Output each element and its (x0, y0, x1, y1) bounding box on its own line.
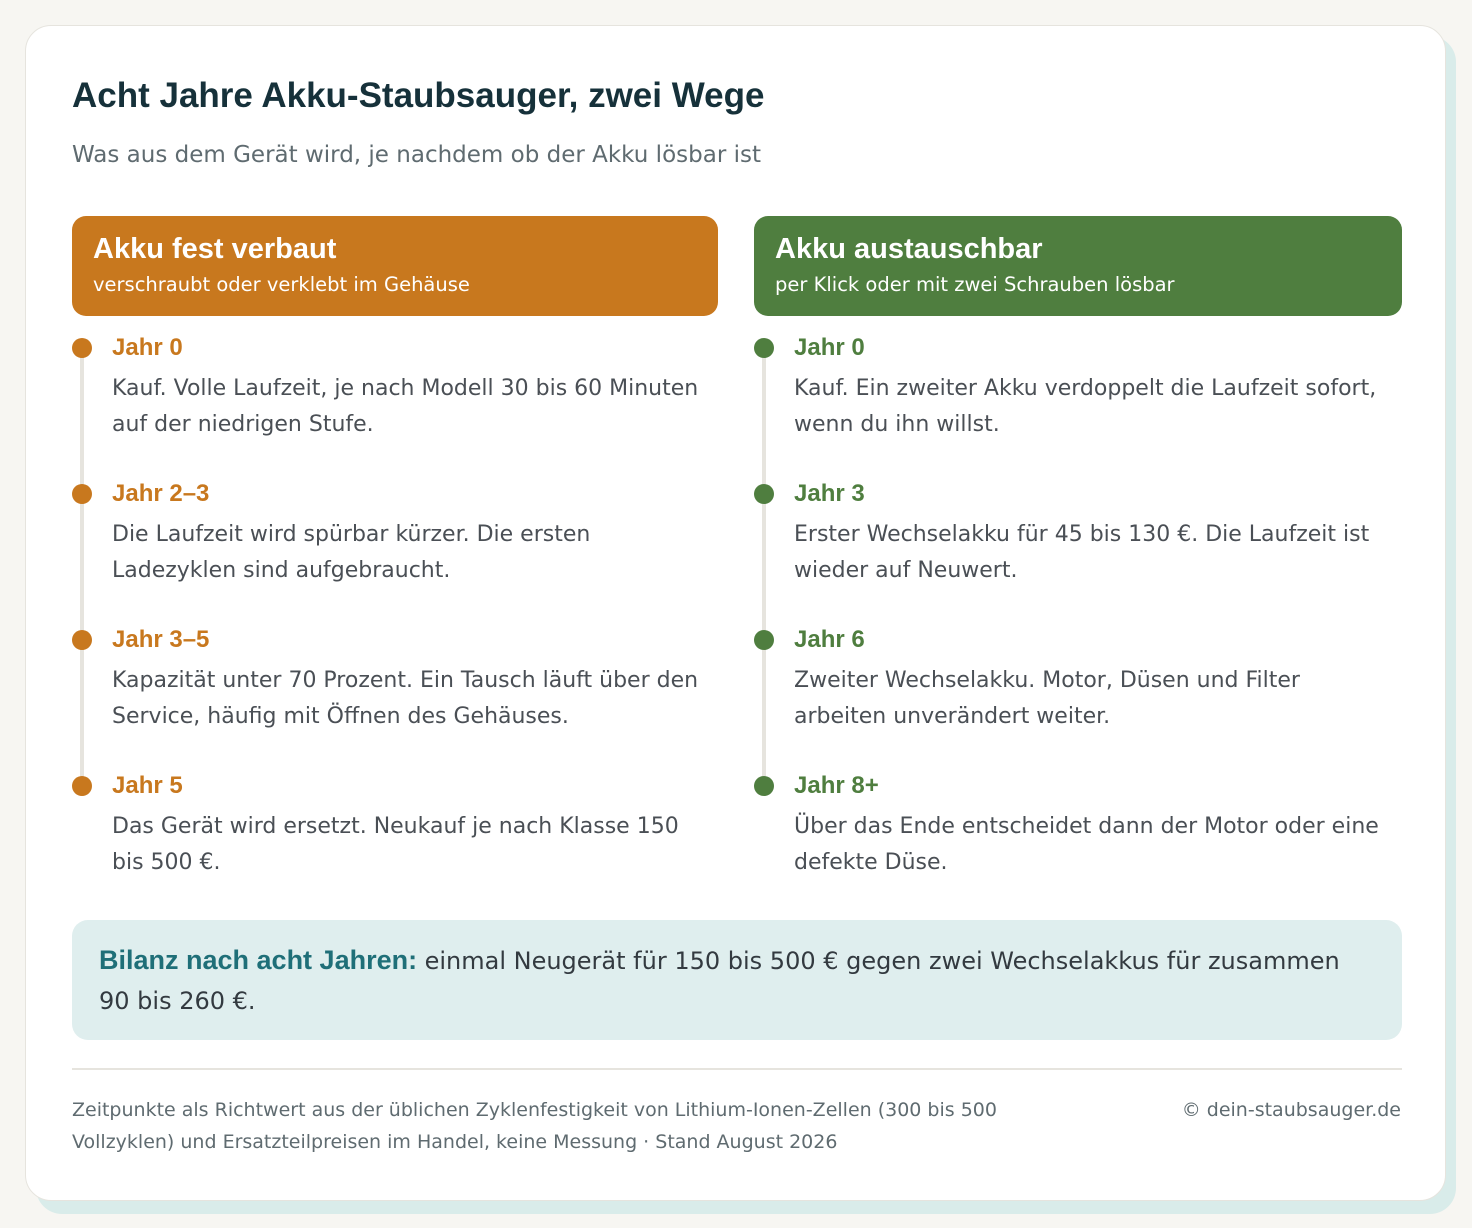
timeline-item (754, 774, 1402, 920)
column-title: Akku austauschbar (775, 233, 1043, 265)
timeline-text: Das Gerät wird ersetzt. Neukauf je nach Klasse 150 bis 500 €. (112, 814, 679, 875)
timeline-year: Jahr 3–5 (112, 626, 210, 653)
timeline-text: Erster Wechselakku für 45 bis 130 €. Die Laufzeit ist wieder auf Neuwert. (794, 522, 1370, 583)
footnote: Zeitpunkte als Richtwert aus der üblichen Zyklenfestigkeit von Lithium-Ionen-Zellen (300 bis 500 Vollzyklen) und Ersatzteilpreisen im Handel, keine Messung · Stand August 2026 (72, 1099, 997, 1153)
timeline-year: Jahr 8+ (794, 772, 879, 799)
timeline-dot (754, 338, 774, 358)
timeline-swappable (754, 336, 1402, 920)
summary-label: Bilanz nach acht Jahren: (99, 945, 425, 975)
page-subtitle: Was aus dem Gerät wird, je nachdem ob der Akku lösbar ist (72, 142, 761, 168)
timeline-dot (754, 776, 774, 796)
credit: © dein-staubsauger.de (1181, 1099, 1401, 1121)
column-header-swappable (754, 216, 1402, 316)
summary-text: einmal Neugerät für 150 bis 500 € gegen zwei Wechselakkus für zusammen 90 bis 260 €. (99, 947, 1340, 1015)
timeline-item (754, 628, 1402, 774)
column-subtitle: verschraubt oder verklebt im Gehäuse (93, 273, 470, 296)
timeline-fixed (72, 336, 718, 920)
column-title: Akku fest verbaut (93, 233, 337, 265)
timeline-text: Über das Ende entscheidet dann der Motor oder eine defekte Düse. (794, 814, 1379, 875)
summary-box (72, 920, 1402, 1040)
timeline-dot (72, 338, 92, 358)
timeline-year: Jahr 0 (112, 334, 183, 361)
column-swappable-battery (754, 216, 1402, 920)
timeline-year: Jahr 5 (112, 772, 183, 799)
timeline-item (72, 774, 718, 920)
timeline-text: Kapazität unter 70 Prozent. Ein Tausch läuft über den Service, häufig mit Öffnen des Gehäuses. (112, 668, 699, 729)
divider (72, 1068, 1402, 1070)
timeline-dot (72, 484, 92, 504)
page-title: Acht Jahre Akku-Staubsauger, zwei Wege (72, 76, 765, 115)
column-fixed-battery (72, 216, 718, 920)
timeline-dot (754, 630, 774, 650)
timeline-year: Jahr 0 (794, 334, 865, 361)
timeline-year: Jahr 6 (794, 626, 865, 653)
infographic-card (25, 25, 1446, 1201)
timeline-text: Die Laufzeit wird spürbar kürzer. Die ersten Ladezyklen sind aufgebraucht. (112, 522, 591, 583)
timeline-year: Jahr 2–3 (112, 480, 210, 507)
timeline-item (72, 336, 718, 482)
timeline-text: Kauf. Volle Laufzeit, je nach Modell 30 bis 60 Minuten auf der niedrigen Stufe. (112, 376, 699, 437)
timeline-item (754, 336, 1402, 482)
timeline-item (754, 482, 1402, 628)
timeline-text: Zweiter Wechselakku. Motor, Düsen und Filter arbeiten unverändert weiter. (794, 668, 1300, 729)
timeline-year: Jahr 3 (794, 480, 865, 507)
timeline-item (72, 482, 718, 628)
timeline-item (72, 628, 718, 774)
timeline-dot (72, 776, 92, 796)
timeline-text: Kauf. Ein zweiter Akku verdoppelt die Laufzeit sofort, wenn du ihn willst. (794, 376, 1377, 437)
column-header-fixed (72, 216, 718, 316)
timeline-dot (72, 630, 92, 650)
column-subtitle: per Klick oder mit zwei Schrauben lösbar (775, 273, 1175, 296)
timeline-dot (754, 484, 774, 504)
